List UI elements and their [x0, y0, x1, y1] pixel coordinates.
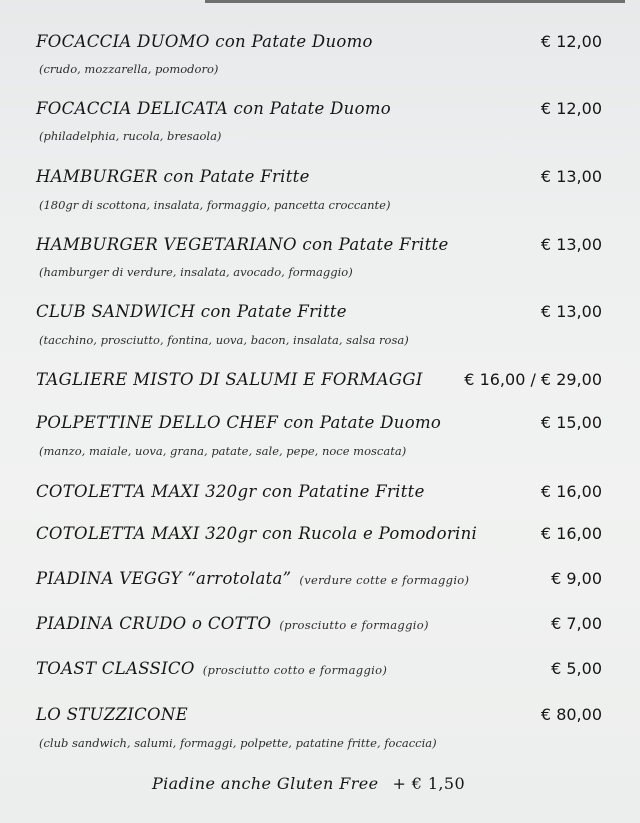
- menu-item-price: € 16,00 / € 29,00: [464, 370, 602, 389]
- gluten-free-text: Piadine anche Gluten Free: [152, 774, 379, 793]
- menu-item-name: TAGLIERE MISTO DI SALUMI E FORMAGGI: [36, 370, 423, 389]
- top-divider: [205, 0, 625, 3]
- menu-item-description: (verdure cotte e formaggio): [299, 573, 470, 587]
- menu-item-description: (hamburger di verdure, insalata, avocado, formaggio): [39, 265, 353, 279]
- menu-item-description: (prosciutto e formaggio): [279, 618, 429, 632]
- menu-item-name: TOAST CLASSICO: [36, 659, 195, 678]
- menu-item-name: HAMBURGER VEGETARIANO con Patate Fritte: [36, 235, 449, 254]
- menu-item-name: CLUB SANDWICH con Patate Fritte: [36, 302, 347, 321]
- menu-item-name-row: [36, 659, 387, 678]
- gluten-free-note: [152, 774, 465, 793]
- menu-item-price: € 7,00: [551, 614, 602, 633]
- gluten-free-surcharge: + € 1,50: [392, 774, 466, 793]
- menu-item-name: HAMBURGER con Patate Fritte: [36, 167, 310, 186]
- menu-item-description: (prosciutto cotto e formaggio): [202, 663, 388, 677]
- menu-item-description: (crudo, mozzarella, pomodoro): [39, 62, 219, 76]
- menu-item-name: FOCACCIA DUOMO con Patate Duomo: [36, 32, 373, 51]
- menu-item-description: (club sandwich, salumi, formaggi, polpette, patatine fritte, focaccia): [39, 736, 437, 750]
- menu-item-price: € 16,00: [540, 524, 602, 543]
- menu-item-price: € 13,00: [540, 235, 602, 254]
- menu-item-price: € 15,00: [540, 413, 602, 432]
- menu-item-name-row: [36, 614, 429, 633]
- menu-item-price: € 80,00: [540, 705, 602, 724]
- menu-item-name: COTOLETTA MAXI 320gr con Rucola e Pomodorini: [36, 524, 478, 543]
- menu-item-description: (manzo, maiale, uova, grana, patate, sale, pepe, noce moscata): [39, 444, 407, 458]
- menu-item-description: (180gr di scottona, insalata, formaggio, pancetta croccante): [39, 198, 391, 212]
- menu-item-price: € 9,00: [551, 569, 602, 588]
- menu-item-price: € 13,00: [540, 167, 602, 186]
- menu-item-name: POLPETTINE DELLO CHEF con Patate Duomo: [36, 413, 442, 432]
- menu-item-name: COTOLETTA MAXI 320gr con Patatine Fritte: [36, 482, 425, 501]
- menu-item-name: LO STUZZICONE: [36, 705, 188, 724]
- menu-item-name-row: [36, 569, 469, 588]
- menu-item-name: FOCACCIA DELICATA con Patate Duomo: [36, 99, 392, 118]
- menu-item-description: (philadelphia, rucola, bresaola): [39, 129, 222, 143]
- menu-item-price: € 5,00: [551, 659, 602, 678]
- menu-item-price: € 12,00: [540, 99, 602, 118]
- menu-item-price: € 13,00: [540, 302, 602, 321]
- menu-item-price: € 16,00: [540, 482, 602, 501]
- menu-item-description: (tacchino, prosciutto, fontina, uova, bacon, insalata, salsa rosa): [39, 333, 409, 347]
- menu-item-name: PIADINA VEGGY “arrotolata”: [36, 569, 292, 588]
- menu-item-price: € 12,00: [540, 32, 602, 51]
- menu-item-name: PIADINA CRUDO o COTTO: [36, 614, 272, 633]
